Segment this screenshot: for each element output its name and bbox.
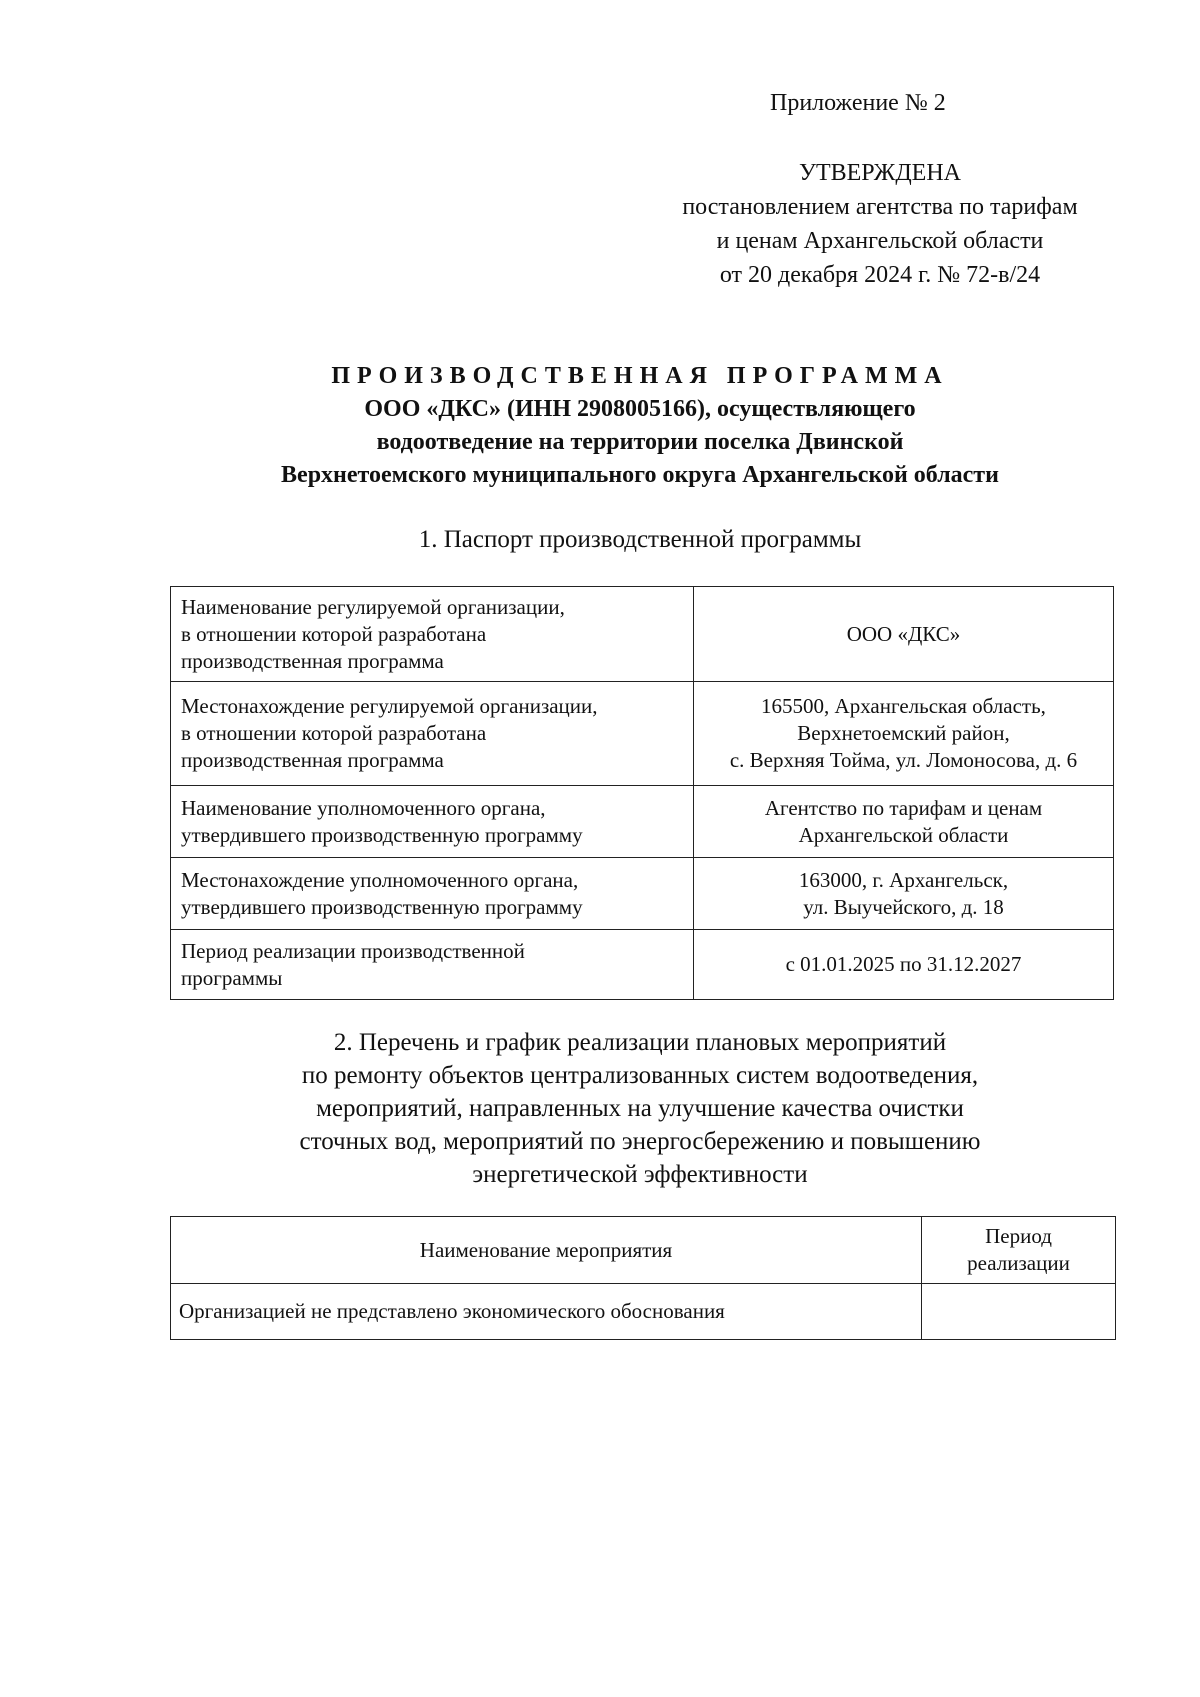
table-row [171, 858, 1114, 930]
approval-stamp [640, 156, 1120, 292]
value-line: Верхнетоемский район, [797, 721, 1010, 745]
label-line: утвердившего производственную программу [181, 822, 583, 847]
event-period-cell [922, 1284, 1116, 1340]
label-line: Местонахождение уполномоченного органа, [181, 867, 579, 892]
label-line: программы [181, 965, 283, 990]
value-line: 165500, Архангельская область, [761, 694, 1046, 718]
passport-value [694, 587, 1114, 682]
label-line: Местонахождение регулируемой организации, [181, 694, 598, 718]
passport-label [171, 786, 694, 858]
label-line: производственная программа [181, 748, 444, 772]
label-line: в отношении которой разработана [181, 621, 487, 646]
table-row [171, 682, 1114, 786]
approval-line: постановлением агентства по тарифам [682, 194, 1078, 220]
label-line: утвердившего производственную программу [181, 894, 583, 919]
passport-label [171, 930, 694, 1000]
passport-table [170, 586, 1114, 1000]
passport-value [694, 858, 1114, 930]
approval-line: УТВЕРЖДЕНА [798, 160, 962, 186]
value-line: Архангельской области [798, 822, 1009, 847]
table-row [171, 786, 1114, 858]
value-line: ул. Выучейского, д. 18 [803, 894, 1004, 919]
value-line: Агентство по тарифам и ценам [764, 795, 1043, 820]
value-line: с 01.01.2025 по 31.12.2027 [785, 952, 1022, 976]
table-header-row [171, 1217, 1116, 1284]
heading-line: энергетической эффективности [472, 1161, 808, 1188]
events-table [170, 1216, 1116, 1340]
document-title [170, 360, 1110, 492]
value-line: с. Верхняя Тойма, ул. Ломоносова, д. 6 [729, 748, 1078, 772]
passport-label [171, 858, 694, 930]
table-row [171, 1284, 1116, 1340]
title-line: ООО «ДКС» (ИНН 2908005166), осуществляющего [364, 396, 916, 422]
label-line: в отношении которой разработана [181, 721, 487, 745]
value-line: 163000, г. Архангельск, [798, 867, 1009, 892]
header-line: Период [985, 1224, 1052, 1248]
appendix-number: Приложение № 2 [770, 90, 946, 116]
passport-value [694, 682, 1114, 786]
label-line: Наименование уполномоченного органа, [181, 795, 546, 820]
passport-label [171, 587, 694, 682]
header-line: реализации [967, 1251, 1070, 1275]
heading-line: мероприятий, направленных на улучшение качества очистки [316, 1095, 964, 1122]
title-line: водоотведение на территории поселка Двинской [376, 429, 904, 455]
table-row [171, 587, 1114, 682]
approval-line: и ценам Архангельской области [716, 228, 1044, 254]
event-name-cell: Организацией не представлено экономического обоснования [171, 1284, 922, 1340]
approval-line: от 20 декабря 2024 г. № 72-в/24 [719, 262, 1041, 288]
title-line: ПРОИЗВОДСТВЕННАЯ ПРОГРАММА [331, 363, 949, 389]
passport-label [171, 682, 694, 786]
table-row [171, 930, 1114, 1000]
column-header-name: Наименование мероприятия [171, 1217, 922, 1284]
section-2-heading [160, 1026, 1120, 1191]
heading-line: сточных вод, мероприятий по энергосбережению и повышению [299, 1128, 981, 1155]
label-line: Наименование регулируемой организации, [181, 594, 565, 619]
column-header-period [922, 1217, 1116, 1284]
section-1-heading: 1. Паспорт производственной программы [418, 526, 862, 553]
label-line: производственная программа [181, 648, 444, 673]
heading-line: по ремонту объектов централизованных систем водоотведения, [301, 1062, 979, 1089]
value-line: ООО «ДКС» [846, 621, 961, 646]
passport-value [694, 930, 1114, 1000]
label-line: Период реализации производственной [181, 938, 525, 963]
title-line: Верхнетоемского муниципального округа Архангельской области [281, 462, 999, 488]
heading-line: 2. Перечень и график реализации плановых мероприятий [333, 1029, 947, 1056]
passport-value [694, 786, 1114, 858]
